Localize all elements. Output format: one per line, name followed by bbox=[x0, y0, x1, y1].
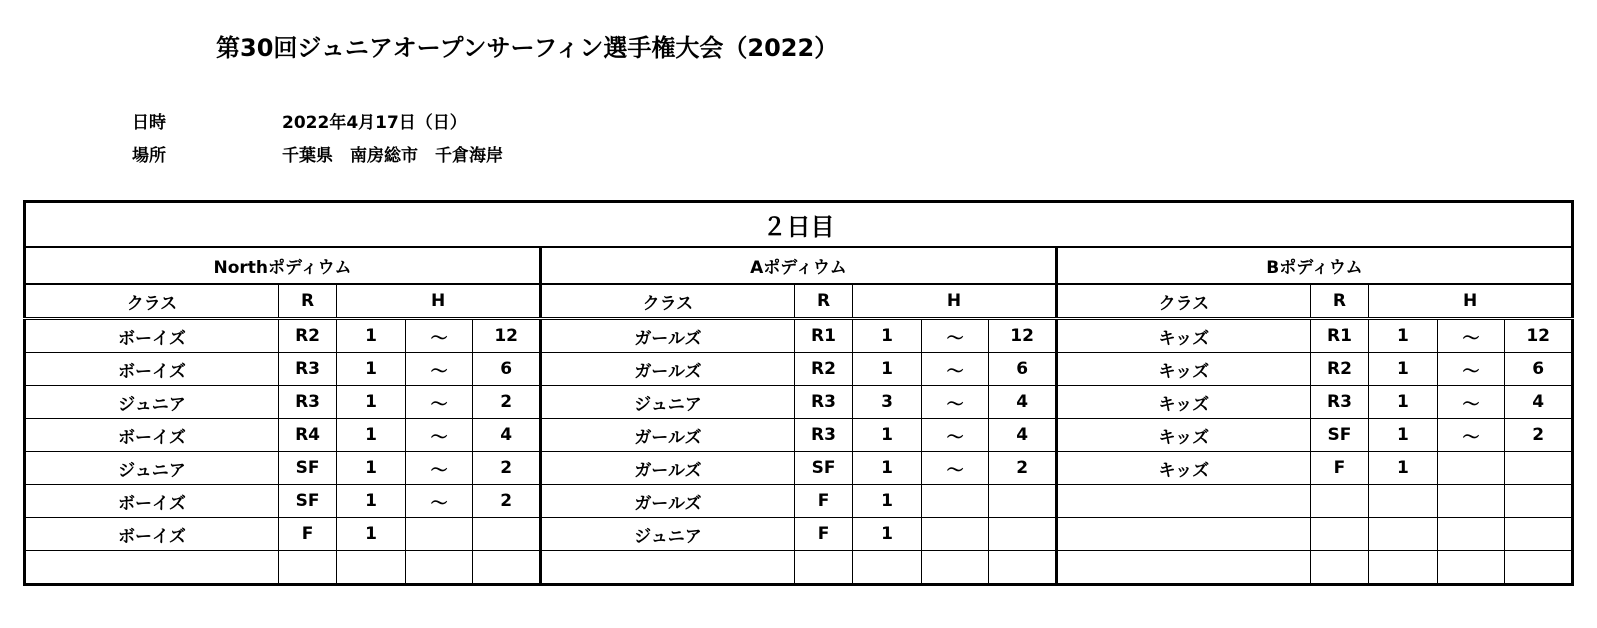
cell-class: キッズ bbox=[1056, 353, 1310, 386]
cell-heat-to: 4 bbox=[1505, 386, 1573, 419]
column-header-round: R bbox=[1310, 284, 1368, 319]
cell-heat-tilde: 〜 bbox=[405, 353, 473, 386]
cell-heat-from: 1 bbox=[853, 518, 922, 551]
table-row bbox=[25, 551, 1573, 585]
cell-class: ガールズ bbox=[540, 353, 794, 386]
cell-heat-to bbox=[1505, 452, 1573, 485]
cell-round: SF bbox=[794, 452, 852, 485]
cell-heat-tilde: 〜 bbox=[1437, 419, 1505, 452]
cell-round: F bbox=[794, 518, 852, 551]
cell-heat-from: 1 bbox=[853, 485, 922, 518]
cell-heat-from: 1 bbox=[1369, 319, 1438, 353]
cell-heat-to bbox=[989, 485, 1057, 518]
cell-heat-from: 1 bbox=[853, 419, 922, 452]
cell-heat-from: 1 bbox=[1369, 353, 1438, 386]
cell-round: R2 bbox=[1310, 353, 1368, 386]
table-row bbox=[25, 485, 1573, 518]
cell-heat-from: 1 bbox=[853, 452, 922, 485]
cell-heat-to: 6 bbox=[1505, 353, 1573, 386]
cell-round: SF bbox=[278, 452, 336, 485]
cell-heat-tilde bbox=[921, 485, 989, 518]
cell-class: ジュニア bbox=[540, 386, 794, 419]
cell-heat-to: 12 bbox=[989, 319, 1057, 353]
cell-heat-tilde: 〜 bbox=[921, 319, 989, 353]
cell-round: R3 bbox=[794, 386, 852, 419]
cell-round bbox=[278, 551, 336, 585]
cell-heat-from bbox=[337, 551, 406, 585]
cell-class: ガールズ bbox=[540, 452, 794, 485]
cell-class bbox=[1056, 551, 1310, 585]
table-row bbox=[25, 386, 1573, 419]
cell-class: キッズ bbox=[1056, 319, 1310, 353]
cell-heat-to bbox=[1505, 485, 1573, 518]
cell-class: ジュニア bbox=[25, 386, 279, 419]
column-header-round: R bbox=[278, 284, 336, 319]
cell-heat-from: 1 bbox=[1369, 452, 1438, 485]
cell-round bbox=[1310, 518, 1368, 551]
cell-heat-from: 1 bbox=[853, 353, 922, 386]
cell-heat-tilde: 〜 bbox=[921, 419, 989, 452]
cell-class bbox=[1056, 518, 1310, 551]
cell-class: ボーイズ bbox=[25, 518, 279, 551]
cell-heat-tilde bbox=[1437, 551, 1505, 585]
cell-heat-tilde: 〜 bbox=[1437, 353, 1505, 386]
table-row bbox=[25, 518, 1573, 551]
cell-round: R3 bbox=[278, 386, 336, 419]
cell-heat-tilde: 〜 bbox=[405, 452, 473, 485]
cell-heat-from bbox=[1369, 485, 1438, 518]
cell-heat-tilde bbox=[1437, 518, 1505, 551]
cell-class bbox=[540, 551, 794, 585]
cell-heat-tilde: 〜 bbox=[921, 353, 989, 386]
cell-heat-to bbox=[473, 551, 541, 585]
cell-heat-to: 2 bbox=[1505, 419, 1573, 452]
cell-heat-tilde bbox=[405, 551, 473, 585]
cell-heat-tilde bbox=[921, 518, 989, 551]
podium-header-a: Aポディウム bbox=[540, 247, 1056, 284]
cell-heat-to: 12 bbox=[1505, 319, 1573, 353]
cell-heat-from: 1 bbox=[853, 319, 922, 353]
cell-round bbox=[1310, 551, 1368, 585]
schedule-table bbox=[23, 200, 1574, 586]
column-header-heat: H bbox=[337, 284, 541, 319]
cell-round: SF bbox=[1310, 419, 1368, 452]
cell-round: R2 bbox=[278, 319, 336, 353]
cell-class: ボーイズ bbox=[25, 319, 279, 353]
cell-heat-tilde: 〜 bbox=[1437, 386, 1505, 419]
cell-heat-to bbox=[1505, 551, 1573, 585]
cell-class: ガールズ bbox=[540, 485, 794, 518]
column-header-class: クラス bbox=[1056, 284, 1310, 319]
cell-heat-tilde: 〜 bbox=[405, 319, 473, 353]
cell-class: ガールズ bbox=[540, 319, 794, 353]
cell-class: キッズ bbox=[1056, 419, 1310, 452]
cell-heat-to: 12 bbox=[473, 319, 541, 353]
cell-heat-tilde bbox=[1437, 485, 1505, 518]
cell-class: ガールズ bbox=[540, 419, 794, 452]
cell-heat-from: 1 bbox=[337, 419, 406, 452]
cell-heat-to: 2 bbox=[473, 485, 541, 518]
cell-heat-to bbox=[1505, 518, 1573, 551]
cell-heat-to bbox=[989, 518, 1057, 551]
podium-header-north: Northポディウム bbox=[25, 247, 541, 284]
cell-heat-tilde: 〜 bbox=[405, 386, 473, 419]
cell-heat-to: 6 bbox=[989, 353, 1057, 386]
cell-class: ジュニア bbox=[540, 518, 794, 551]
cell-heat-to: 2 bbox=[989, 452, 1057, 485]
cell-class bbox=[25, 551, 279, 585]
cell-heat-from: 1 bbox=[337, 485, 406, 518]
cell-class bbox=[1056, 485, 1310, 518]
cell-heat-to: 4 bbox=[989, 419, 1057, 452]
column-header-heat: H bbox=[1369, 284, 1573, 319]
cell-class: キッズ bbox=[1056, 386, 1310, 419]
cell-round: F bbox=[794, 485, 852, 518]
date-label: 日時 bbox=[132, 113, 166, 133]
place-value: 千葉県 南房総市 千倉海岸 bbox=[282, 146, 503, 166]
cell-class: ボーイズ bbox=[25, 353, 279, 386]
date-value: 2022年4月17日（日） bbox=[282, 113, 467, 133]
cell-heat-from: 1 bbox=[1369, 419, 1438, 452]
cell-heat-to: 2 bbox=[473, 452, 541, 485]
table-row bbox=[25, 319, 1573, 353]
cell-heat-from: 1 bbox=[337, 386, 406, 419]
podium-header-b: Bポディウム bbox=[1056, 247, 1572, 284]
cell-round: R3 bbox=[794, 419, 852, 452]
cell-round: R3 bbox=[278, 353, 336, 386]
cell-heat-from: 1 bbox=[337, 319, 406, 353]
cell-heat-tilde: 〜 bbox=[1437, 319, 1505, 353]
table-row bbox=[25, 419, 1573, 452]
cell-class: キッズ bbox=[1056, 452, 1310, 485]
cell-heat-tilde: 〜 bbox=[921, 386, 989, 419]
cell-heat-tilde bbox=[921, 551, 989, 585]
table-row bbox=[25, 452, 1573, 485]
cell-round bbox=[794, 551, 852, 585]
cell-heat-to: 6 bbox=[473, 353, 541, 386]
cell-round bbox=[1310, 485, 1368, 518]
table-row bbox=[25, 353, 1573, 386]
cell-heat-from: 1 bbox=[1369, 386, 1438, 419]
cell-round: F bbox=[278, 518, 336, 551]
cell-class: ボーイズ bbox=[25, 485, 279, 518]
cell-round: R2 bbox=[794, 353, 852, 386]
cell-class: ボーイズ bbox=[25, 419, 279, 452]
cell-heat-to: 4 bbox=[473, 419, 541, 452]
cell-round: R1 bbox=[1310, 319, 1368, 353]
cell-heat-to: 4 bbox=[989, 386, 1057, 419]
cell-round: R1 bbox=[794, 319, 852, 353]
column-header-round: R bbox=[794, 284, 852, 319]
cell-heat-tilde: 〜 bbox=[921, 452, 989, 485]
cell-round: SF bbox=[278, 485, 336, 518]
cell-heat-from bbox=[853, 551, 922, 585]
cell-heat-from bbox=[1369, 518, 1438, 551]
cell-round: R4 bbox=[278, 419, 336, 452]
cell-heat-to bbox=[989, 551, 1057, 585]
cell-heat-from: 1 bbox=[337, 353, 406, 386]
column-header-class: クラス bbox=[25, 284, 279, 319]
page-title: 第30回ジュニアオープンサーフィン選手権大会（2022） bbox=[216, 34, 839, 62]
cell-heat-tilde: 〜 bbox=[405, 419, 473, 452]
cell-heat-to bbox=[473, 518, 541, 551]
cell-heat-to: 2 bbox=[473, 386, 541, 419]
cell-heat-tilde bbox=[405, 518, 473, 551]
cell-heat-from: 1 bbox=[337, 452, 406, 485]
cell-heat-from bbox=[1369, 551, 1438, 585]
cell-round: F bbox=[1310, 452, 1368, 485]
day-header: ２日目 bbox=[25, 202, 1573, 248]
place-label: 場所 bbox=[132, 146, 166, 166]
column-header-heat: H bbox=[853, 284, 1057, 319]
cell-heat-tilde: 〜 bbox=[405, 485, 473, 518]
cell-heat-from: 1 bbox=[337, 518, 406, 551]
cell-heat-from: 3 bbox=[853, 386, 922, 419]
cell-round: R3 bbox=[1310, 386, 1368, 419]
cell-class: ジュニア bbox=[25, 452, 279, 485]
cell-heat-tilde bbox=[1437, 452, 1505, 485]
column-header-class: クラス bbox=[540, 284, 794, 319]
